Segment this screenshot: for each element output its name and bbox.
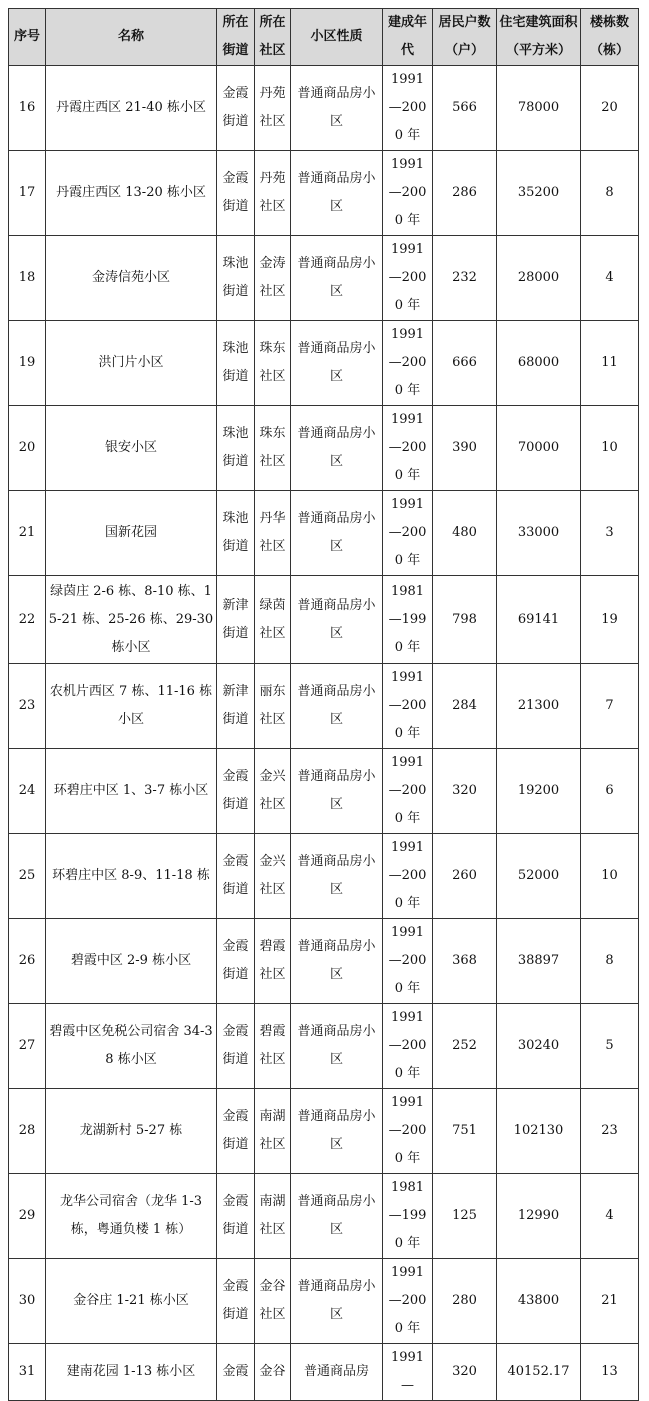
cell-no: 30 <box>9 1259 46 1344</box>
table-row <box>9 749 639 834</box>
cell-buildings: 4 <box>581 236 639 321</box>
cell-households: 566 <box>433 66 497 151</box>
cell-name: 银安小区 <box>46 406 217 491</box>
cell-era: 1991—2000 年 <box>383 491 433 576</box>
cell-no: 17 <box>9 151 46 236</box>
cell-area: 30240 <box>497 1004 581 1089</box>
cell-name: 环碧庄中区 1、3-7 栋小区 <box>46 749 217 834</box>
cell-name: 建南花园 1-13 栋小区 <box>46 1344 217 1401</box>
cell-households: 480 <box>433 491 497 576</box>
cell-era: 1981—1990 年 <box>383 1174 433 1259</box>
header-households: 居民户数（户） <box>433 9 497 66</box>
cell-area: 33000 <box>497 491 581 576</box>
cell-type: 普通商品房小区 <box>291 406 383 491</box>
table-row <box>9 919 639 1004</box>
cell-households: 798 <box>433 576 497 664</box>
cell-households: 320 <box>433 749 497 834</box>
cell-no: 20 <box>9 406 46 491</box>
cell-name: 洪门片小区 <box>46 321 217 406</box>
cell-era: 1991—2000 年 <box>383 834 433 919</box>
cell-buildings: 21 <box>581 1259 639 1344</box>
cell-area: 102130 <box>497 1089 581 1174</box>
table-row <box>9 406 639 491</box>
cell-no: 21 <box>9 491 46 576</box>
cell-name: 环碧庄中区 8-9、11-18 栋 <box>46 834 217 919</box>
cell-community: 金涛社区 <box>255 236 291 321</box>
cell-community: 金兴社区 <box>255 749 291 834</box>
cell-buildings: 4 <box>581 1174 639 1259</box>
cell-name: 龙湖新村 5-27 栋 <box>46 1089 217 1174</box>
cell-type: 普通商品房小区 <box>291 236 383 321</box>
cell-era: 1991—2000 年 <box>383 919 433 1004</box>
cell-type: 普通商品房小区 <box>291 1259 383 1344</box>
cell-street: 珠池街道 <box>217 236 255 321</box>
cell-street: 金霞街道 <box>217 1174 255 1259</box>
table-row <box>9 321 639 406</box>
community-table <box>8 8 639 1401</box>
cell-community: 丹苑社区 <box>255 151 291 236</box>
cell-households: 280 <box>433 1259 497 1344</box>
cell-type: 普通商品房小区 <box>291 1174 383 1259</box>
cell-era: 1991— <box>383 1344 433 1401</box>
cell-community: 南湖社区 <box>255 1089 291 1174</box>
header-area: 住宅建筑面积（平方米） <box>497 9 581 66</box>
cell-street: 珠池街道 <box>217 406 255 491</box>
cell-area: 38897 <box>497 919 581 1004</box>
cell-community: 金谷 <box>255 1344 291 1401</box>
cell-community: 碧霞社区 <box>255 1004 291 1089</box>
cell-type: 普通商品房小区 <box>291 576 383 664</box>
cell-area: 68000 <box>497 321 581 406</box>
cell-street: 新津街道 <box>217 664 255 749</box>
cell-buildings: 3 <box>581 491 639 576</box>
cell-name: 碧霞中区免税公司宿舍 34-38 栋小区 <box>46 1004 217 1089</box>
cell-households: 320 <box>433 1344 497 1401</box>
cell-type: 普通商品房小区 <box>291 664 383 749</box>
table-row <box>9 236 639 321</box>
cell-no: 24 <box>9 749 46 834</box>
cell-name: 碧霞中区 2-9 栋小区 <box>46 919 217 1004</box>
cell-name: 国新花园 <box>46 491 217 576</box>
cell-street: 金霞街道 <box>217 749 255 834</box>
header-no: 序号 <box>9 9 46 66</box>
cell-street: 金霞 <box>217 1344 255 1401</box>
cell-type: 普通商品房小区 <box>291 834 383 919</box>
header-buildings: 楼栋数（栋） <box>581 9 639 66</box>
cell-street: 金霞街道 <box>217 1259 255 1344</box>
table-row <box>9 1344 639 1401</box>
cell-households: 284 <box>433 664 497 749</box>
cell-era: 1991—2000 年 <box>383 321 433 406</box>
cell-area: 12990 <box>497 1174 581 1259</box>
cell-households: 368 <box>433 919 497 1004</box>
cell-no: 22 <box>9 576 46 664</box>
cell-households: 125 <box>433 1174 497 1259</box>
table-row <box>9 491 639 576</box>
cell-street: 金霞街道 <box>217 919 255 1004</box>
cell-no: 19 <box>9 321 46 406</box>
table-row <box>9 576 639 664</box>
cell-street: 金霞街道 <box>217 1089 255 1174</box>
cell-area: 21300 <box>497 664 581 749</box>
cell-name: 绿茵庄 2-6 栋、8-10 栋、15-21 栋、25-26 栋、29-30 栋小区 <box>46 576 217 664</box>
cell-no: 25 <box>9 834 46 919</box>
cell-name: 丹霞庄西区 13-20 栋小区 <box>46 151 217 236</box>
cell-households: 260 <box>433 834 497 919</box>
cell-street: 新津街道 <box>217 576 255 664</box>
cell-buildings: 5 <box>581 1004 639 1089</box>
cell-households: 666 <box>433 321 497 406</box>
cell-community: 珠东社区 <box>255 406 291 491</box>
cell-buildings: 13 <box>581 1344 639 1401</box>
cell-area: 69141 <box>497 576 581 664</box>
cell-street: 金霞街道 <box>217 151 255 236</box>
cell-era: 1991—2000 年 <box>383 236 433 321</box>
cell-community: 丹华社区 <box>255 491 291 576</box>
header-type: 小区性质 <box>291 9 383 66</box>
header-era: 建成年代 <box>383 9 433 66</box>
cell-era: 1991—2000 年 <box>383 406 433 491</box>
cell-area: 78000 <box>497 66 581 151</box>
table-row <box>9 66 639 151</box>
cell-type: 普通商品房小区 <box>291 66 383 151</box>
cell-type: 普通商品房小区 <box>291 1089 383 1174</box>
table-row <box>9 151 639 236</box>
cell-type: 普通商品房 <box>291 1344 383 1401</box>
header-street: 所在街道 <box>217 9 255 66</box>
cell-era: 1981—1990 年 <box>383 576 433 664</box>
header-community: 所在社区 <box>255 9 291 66</box>
cell-area: 40152.17 <box>497 1344 581 1401</box>
cell-buildings: 10 <box>581 406 639 491</box>
cell-type: 普通商品房小区 <box>291 321 383 406</box>
cell-street: 金霞街道 <box>217 66 255 151</box>
cell-area: 52000 <box>497 834 581 919</box>
cell-no: 28 <box>9 1089 46 1174</box>
cell-no: 29 <box>9 1174 46 1259</box>
cell-community: 绿茵社区 <box>255 576 291 664</box>
cell-era: 1991—2000 年 <box>383 151 433 236</box>
cell-street: 珠池街道 <box>217 491 255 576</box>
cell-buildings: 6 <box>581 749 639 834</box>
header-name: 名称 <box>46 9 217 66</box>
cell-community: 丽东社区 <box>255 664 291 749</box>
cell-households: 252 <box>433 1004 497 1089</box>
cell-street: 金霞街道 <box>217 1004 255 1089</box>
cell-community: 丹苑社区 <box>255 66 291 151</box>
cell-era: 1991—2000 年 <box>383 664 433 749</box>
cell-no: 16 <box>9 66 46 151</box>
cell-name: 农机片西区 7 栋、11-16 栋小区 <box>46 664 217 749</box>
cell-buildings: 11 <box>581 321 639 406</box>
table-row <box>9 834 639 919</box>
header-row <box>9 9 639 66</box>
cell-households: 751 <box>433 1089 497 1174</box>
cell-name: 丹霞庄西区 21-40 栋小区 <box>46 66 217 151</box>
cell-community: 珠东社区 <box>255 321 291 406</box>
cell-no: 26 <box>9 919 46 1004</box>
cell-type: 普通商品房小区 <box>291 919 383 1004</box>
cell-name: 金谷庄 1-21 栋小区 <box>46 1259 217 1344</box>
cell-households: 390 <box>433 406 497 491</box>
cell-no: 18 <box>9 236 46 321</box>
cell-no: 23 <box>9 664 46 749</box>
cell-buildings: 7 <box>581 664 639 749</box>
cell-community: 金兴社区 <box>255 834 291 919</box>
cell-type: 普通商品房小区 <box>291 491 383 576</box>
cell-buildings: 20 <box>581 66 639 151</box>
table-row <box>9 664 639 749</box>
cell-street: 金霞街道 <box>217 834 255 919</box>
cell-area: 35200 <box>497 151 581 236</box>
cell-buildings: 8 <box>581 919 639 1004</box>
cell-no: 31 <box>9 1344 46 1401</box>
cell-buildings: 8 <box>581 151 639 236</box>
cell-buildings: 19 <box>581 576 639 664</box>
cell-area: 19200 <box>497 749 581 834</box>
cell-area: 43800 <box>497 1259 581 1344</box>
cell-name: 龙华公司宿舍（龙华 1-3 栋，粤通负楼 1 栋） <box>46 1174 217 1259</box>
cell-no: 27 <box>9 1004 46 1089</box>
cell-households: 232 <box>433 236 497 321</box>
cell-era: 1991—2000 年 <box>383 1259 433 1344</box>
table-row <box>9 1174 639 1259</box>
cell-type: 普通商品房小区 <box>291 1004 383 1089</box>
cell-type: 普通商品房小区 <box>291 151 383 236</box>
table-row <box>9 1004 639 1089</box>
cell-community: 金谷社区 <box>255 1259 291 1344</box>
cell-area: 28000 <box>497 236 581 321</box>
cell-era: 1991—2000 年 <box>383 749 433 834</box>
table-row <box>9 1089 639 1174</box>
cell-street: 珠池街道 <box>217 321 255 406</box>
cell-era: 1991—2000 年 <box>383 1089 433 1174</box>
cell-households: 286 <box>433 151 497 236</box>
cell-era: 1991—2000 年 <box>383 1004 433 1089</box>
cell-type: 普通商品房小区 <box>291 749 383 834</box>
cell-buildings: 10 <box>581 834 639 919</box>
cell-community: 南湖社区 <box>255 1174 291 1259</box>
cell-name: 金涛信苑小区 <box>46 236 217 321</box>
cell-era: 1991—2000 年 <box>383 66 433 151</box>
table-row <box>9 1259 639 1344</box>
cell-area: 70000 <box>497 406 581 491</box>
cell-community: 碧霞社区 <box>255 919 291 1004</box>
cell-buildings: 23 <box>581 1089 639 1174</box>
